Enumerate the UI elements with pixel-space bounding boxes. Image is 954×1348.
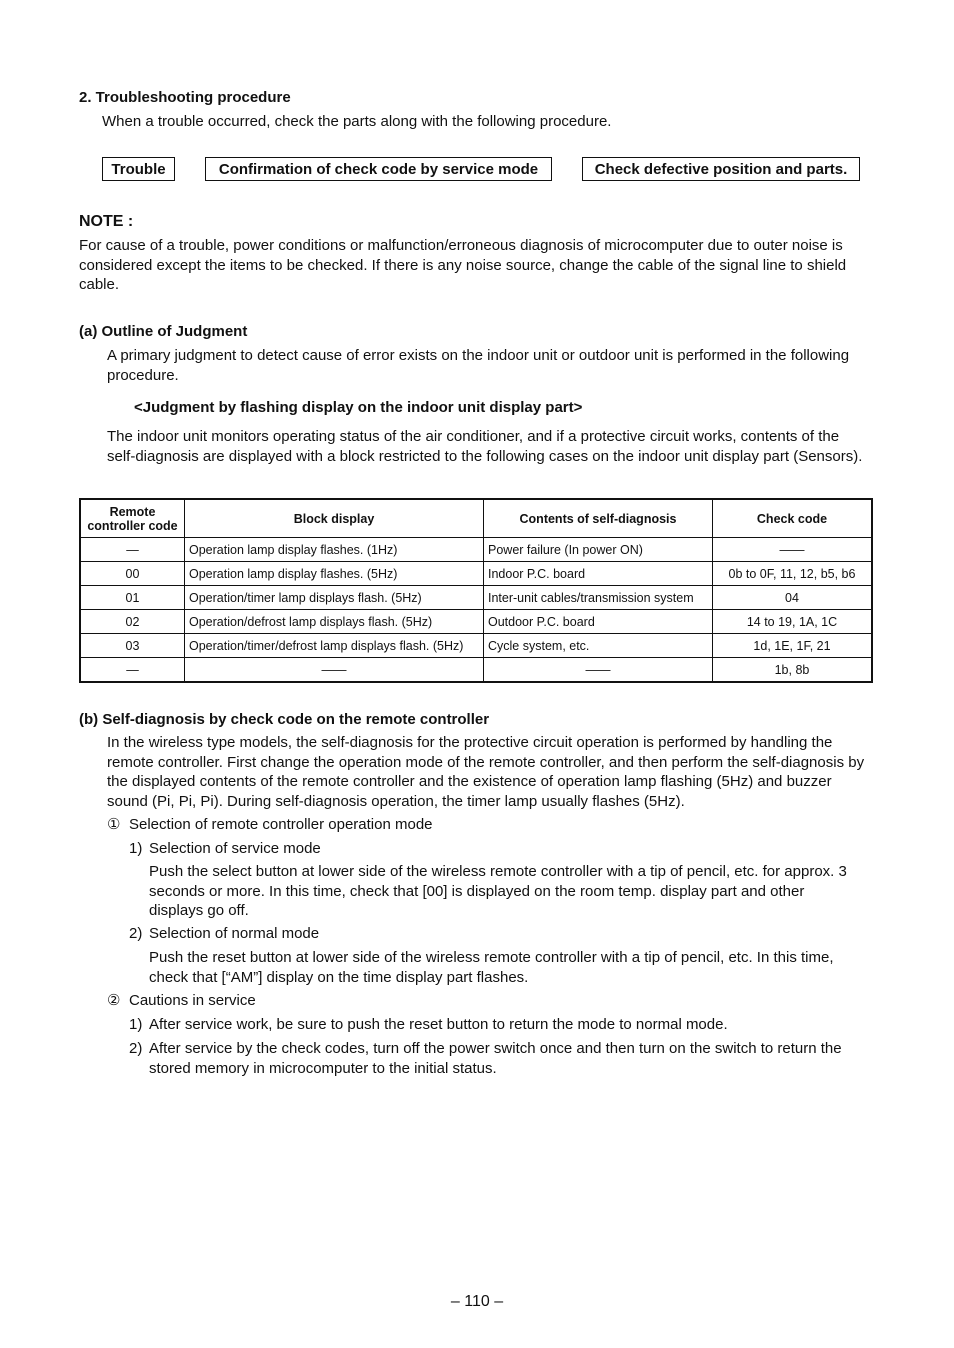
col-check-code: Check code — [713, 499, 873, 538]
cell-remote-code: 01 — [80, 586, 185, 610]
note-title: NOTE : — [79, 213, 134, 230]
item2-sub1-body: After service work, be sure to push the reset button to return the mode to normal mode. — [149, 1016, 728, 1033]
self-diagnosis-table — [79, 498, 873, 683]
part-b-heading: (b) Self-diagnosis by check code on the remote controller — [79, 711, 490, 728]
cell-remote-code: — — [80, 538, 185, 562]
item2-sub2-number: 2) — [129, 1040, 143, 1057]
section-heading: 2. Troubleshooting procedure — [79, 89, 291, 106]
cell-check-code: 1d, 1E, 1F, 21 — [713, 634, 873, 658]
table-row — [80, 586, 872, 610]
cell-block-display: Operation lamp display flashes. (5Hz) — [185, 562, 484, 586]
table-row — [80, 634, 872, 658]
col-block-display: Block display — [185, 499, 484, 538]
cell-block-display: Operation/timer/defrost lamp displays flash. (5Hz) — [185, 634, 484, 658]
item2-title: Cautions in service — [129, 992, 256, 1009]
cell-block-display: —— — [185, 658, 484, 683]
item2-sub1-number: 1) — [129, 1016, 143, 1033]
cell-block-display: Operation/defrost lamp displays flash. (5Hz) — [185, 610, 484, 634]
table-row — [80, 562, 872, 586]
part-a-body: A primary judgment to detect cause of error exists on the indoor unit or outdoor unit is performed in the following procedure. — [107, 347, 850, 384]
item1-sub1-number: 1) — [129, 840, 143, 857]
table-row — [80, 538, 872, 562]
cell-contents: Inter-unit cables/transmission system — [484, 586, 713, 610]
cell-contents: Outdoor P.C. board — [484, 610, 713, 634]
cell-contents: Indoor P.C. board — [484, 562, 713, 586]
section-intro: When a trouble occurred, check the parts along with the following procedure. — [102, 113, 612, 130]
cell-check-code: —— — [713, 538, 873, 562]
cell-remote-code: 00 — [80, 562, 185, 586]
item1-sub1-body: Push the select button at lower side of the wireless remote controller with a tip of pencil, etc. for approx. 3 seconds or more. In this time, check that [00] is displayed on the room temp. display part and other displays go off. — [149, 863, 847, 919]
part-a-body2: The indoor unit monitors operating status of the air conditioner, and if a protective circuit works, contents of the self-diagnosis are displayed with a block restricted to the following cases on the indoor unit display part (Sensors). — [107, 428, 863, 465]
cell-check-code: 0b to 0F, 11, 12, b5, b6 — [713, 562, 873, 586]
cell-check-code: 1b, 8b — [713, 658, 873, 683]
item2-sub2-body: After service by the check codes, turn off the power switch once and then turn on the switch to return the stored memory in microcomputer to the initial status. — [149, 1040, 842, 1077]
flow-step-confirmation: Confirmation of check code by service mode — [205, 157, 552, 181]
cell-contents: —— — [484, 658, 713, 683]
item1-mark: ① — [107, 816, 121, 833]
cell-check-code: 04 — [713, 586, 873, 610]
table-row — [80, 610, 872, 634]
item2-mark: ② — [107, 992, 121, 1009]
cell-contents: Power failure (In power ON) — [484, 538, 713, 562]
item1-title: Selection of remote controller operation mode — [129, 816, 433, 833]
table-row — [80, 658, 872, 683]
note-body: For cause of a trouble, power conditions or malfunction/erroneous diagnosis of microcomputer due to outer noise is considered except the items to be checked. If there is any noise source, change the cable of the signal line to shield cable. — [79, 237, 847, 293]
part-a-heading: (a) Outline of Judgment — [79, 323, 248, 340]
part-a-subheading: <Judgment by flashing display on the indoor unit display part> — [134, 399, 583, 416]
cell-remote-code: 02 — [80, 610, 185, 634]
table-header-row — [80, 499, 872, 538]
cell-contents: Cycle system, etc. — [484, 634, 713, 658]
flow-step-check-defective: Check defective position and parts. — [582, 157, 860, 181]
flow-step-trouble: Trouble — [102, 157, 175, 181]
col-remote-controller-code: Remote controller code — [80, 499, 185, 538]
page-number: – 110 – — [450, 1293, 504, 1310]
item1-sub1-title: Selection of service mode — [149, 840, 321, 857]
cell-block-display: Operation lamp display flashes. (1Hz) — [185, 538, 484, 562]
item1-sub2-body: Push the reset button at lower side of the wireless remote controller with a tip of pencil, etc. In this time, check that [“AM”] display on the time display part flashes. — [149, 949, 834, 986]
cell-check-code: 14 to 19, 1A, 1C — [713, 610, 873, 634]
col-contents-self-diagnosis: Contents of self-diagnosis — [484, 499, 713, 538]
item1-sub2-title: Selection of normal mode — [149, 925, 320, 942]
cell-remote-code: — — [80, 658, 185, 683]
item1-sub2-number: 2) — [129, 925, 143, 942]
cell-remote-code: 03 — [80, 634, 185, 658]
cell-block-display: Operation/timer lamp displays flash. (5Hz) — [185, 586, 484, 610]
part-b-body: In the wireless type models, the self-diagnosis for the protective circuit operation is performed by handling the remote controller. First change the operation mode of the remote controller, and then perform the self-diagnosis by the displayed contents of the remote controller and the existence of operation lamp flashing (5Hz) and buzzer sound (Pi, Pi, Pi). During self-diagnosis operation, the timer lamp usually flashes (5Hz). — [107, 734, 865, 810]
